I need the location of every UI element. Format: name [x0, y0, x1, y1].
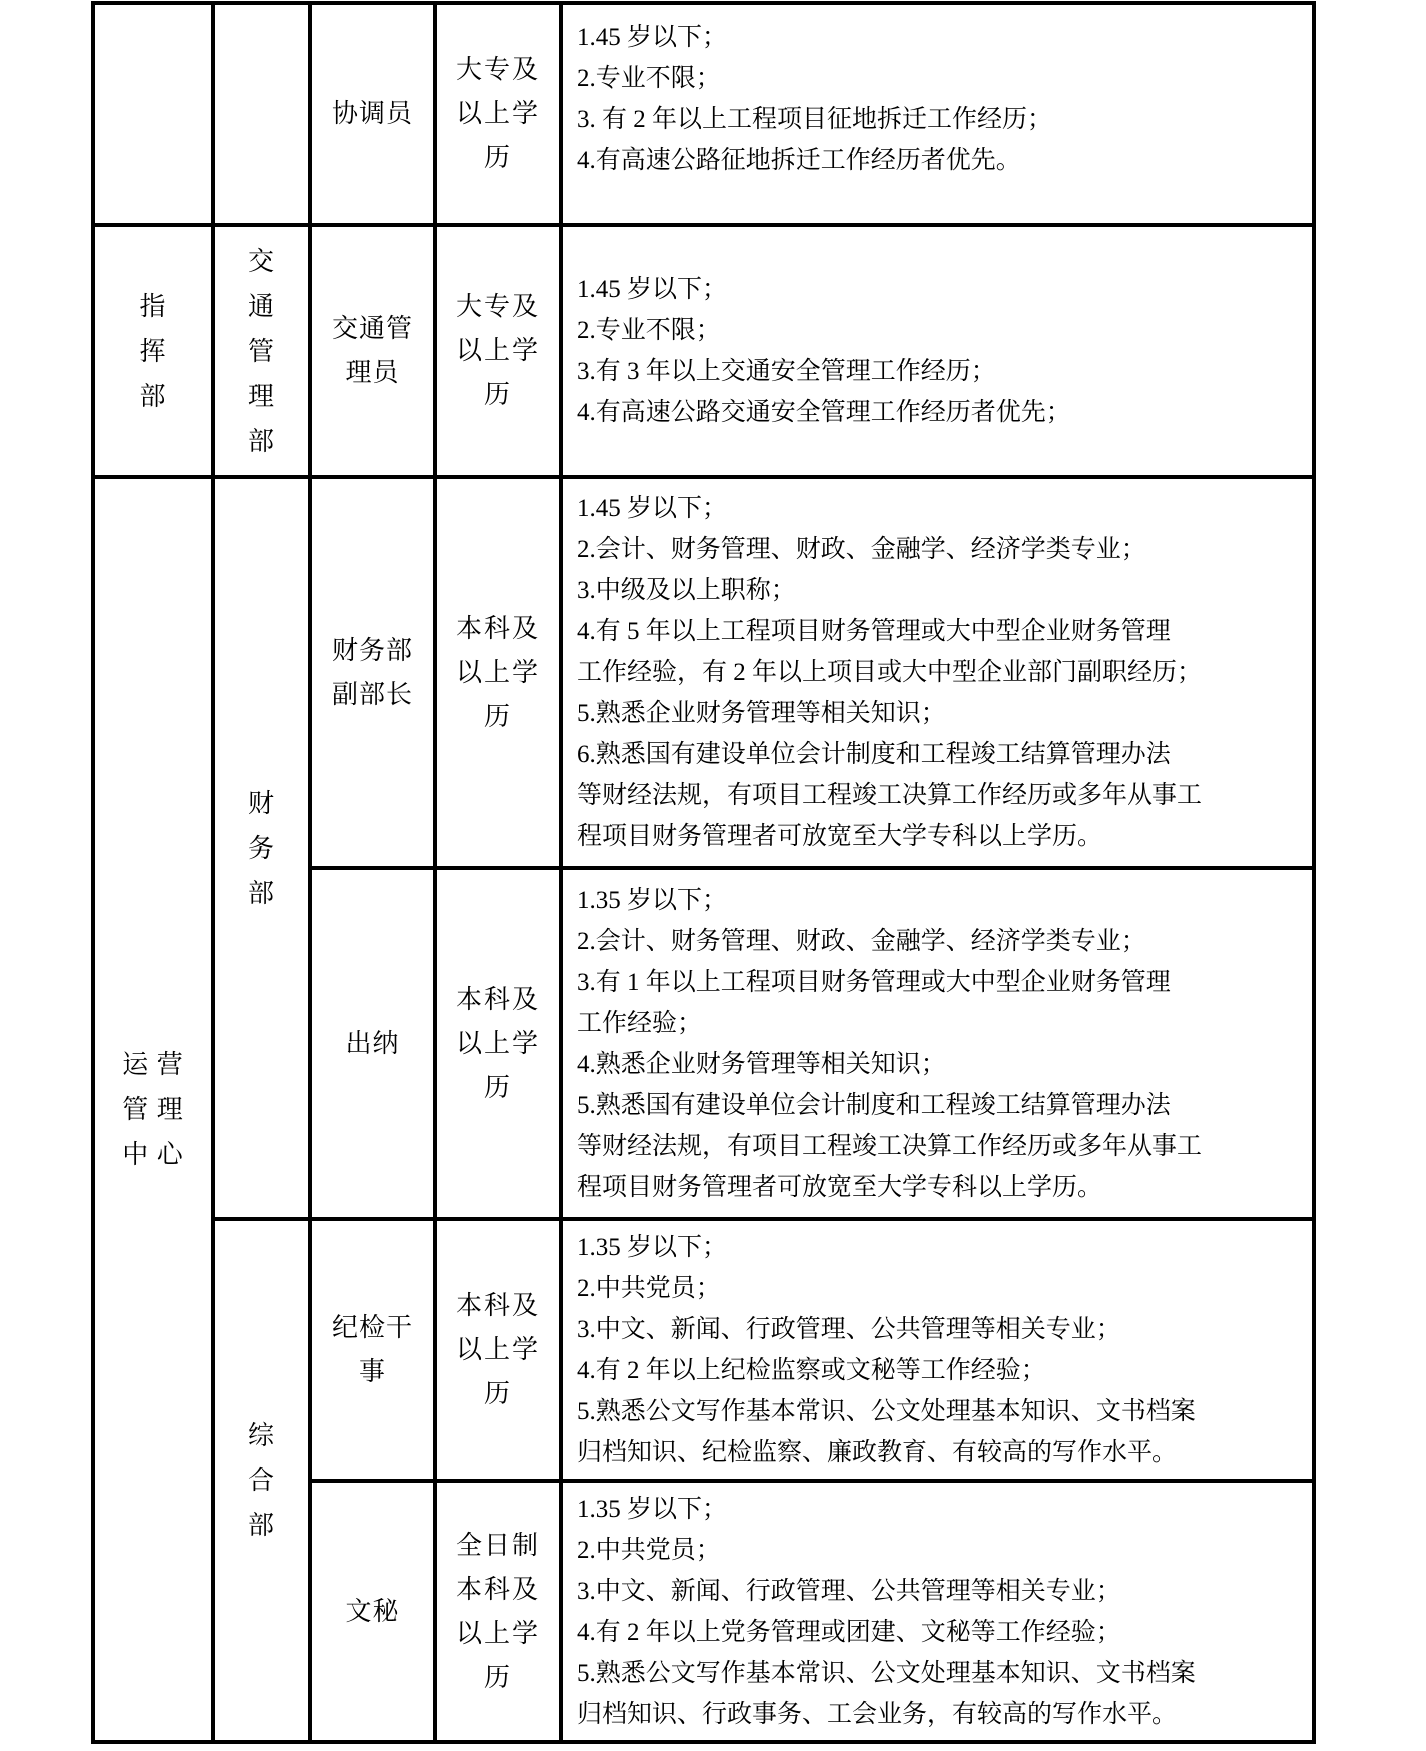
text-line: 归档知识、纪检监察、廉政教育、有较高的写作水平。: [577, 1439, 1178, 1466]
text-line: 归档知识、行政事务、工会业务，有较高的写作水平。: [577, 1700, 1178, 1728]
text-line: 运 营: [122, 1050, 184, 1079]
text-line: 本科及: [455, 1291, 540, 1320]
text-line: 财: [247, 788, 275, 818]
text-line: 部: [247, 1511, 275, 1540]
text-line: 历: [483, 701, 512, 731]
recruitment-table: [91, 1, 1316, 1744]
text-line: 5.熟悉国有建设单位会计制度和工程竣工结算管理办法: [577, 1091, 1171, 1119]
text-line: 5.熟悉公文写作基本常识、公文处理基本知识、文书档案: [577, 1659, 1196, 1687]
text-line: 挥: [139, 336, 167, 366]
cell-education-discipline-clerk: [435, 1219, 561, 1481]
text-line: 财务部: [331, 635, 413, 665]
cell-requirements-discipline-clerk: [561, 1219, 1314, 1481]
text-line: 3.中级及以上职称；: [577, 577, 796, 604]
text-line: 历: [483, 380, 512, 409]
text-line: 通: [247, 291, 275, 321]
text-line: 事: [358, 1357, 386, 1386]
cell-requirements-cashier: [561, 868, 1314, 1219]
text-line: 历: [483, 1379, 512, 1408]
text-line: 部: [139, 381, 167, 411]
text-line: 程项目财务管理者可放宽至大学专科以上学历。: [577, 1173, 1103, 1201]
text-line: 历: [483, 1072, 512, 1102]
text-line: 交: [247, 246, 275, 276]
text-line: 以上学: [455, 336, 540, 365]
text-line: 本科及: [455, 1574, 540, 1604]
table-row-coordinator: [93, 3, 1314, 225]
text-line: 部: [247, 426, 275, 456]
text-line: 3. 有 2 年以上工程项目征地拆迁工作经历；: [577, 106, 1053, 133]
text-line: 综: [247, 1421, 275, 1450]
cell-requirements-traffic-manager: [561, 225, 1314, 477]
text-line: 工作经验，有 2 年以上项目或大中型企业部门副职经历；: [577, 659, 1203, 686]
text-line: 1.45 岁以下；: [577, 276, 728, 303]
table-row-traffic-manager: [93, 225, 1314, 477]
text-line: 部: [247, 878, 275, 908]
text-line: 工作经验；: [577, 1009, 703, 1037]
cell-position-secretary: [310, 1481, 435, 1742]
text-line: 程项目财务管理者可放宽至大学专科以上学历。: [577, 823, 1103, 850]
text-line: 1.45 岁以下；: [577, 24, 728, 51]
text-line: 1.35 岁以下；: [577, 886, 728, 914]
text-line: 本科及: [455, 984, 540, 1014]
text-line: 纪检干: [331, 1313, 413, 1342]
cell-education-cashier: [435, 868, 561, 1219]
text-line: 2.专业不限；: [577, 65, 721, 92]
text-line: 5.熟悉公文写作基本常识、公文处理基本知识、文书档案: [577, 1398, 1196, 1425]
text-line: 2.中共党员；: [577, 1275, 721, 1302]
table-row-discipline-clerk: [93, 1219, 1314, 1481]
cell-position-coordinator: [310, 3, 435, 225]
cell-position-discipline-clerk: [310, 1219, 435, 1481]
text-line: 2.会计、财务管理、财政、金融学、经济学类专业；: [577, 927, 1146, 955]
text-line: 等财经法规，有项目工程竣工决算工作经历或多年从事工: [577, 782, 1203, 809]
text-line: 本科及: [455, 613, 540, 643]
cell-subdepartment-continued: [213, 3, 310, 225]
text-line: 2.会计、财务管理、财政、金融学、经济学类专业；: [577, 536, 1146, 563]
text-line: 4.有 2 年以上纪检监察或文秘等工作经验；: [577, 1357, 1046, 1384]
text-line: 5.熟悉企业财务管理等相关知识；: [577, 700, 946, 727]
text-line: 等财经法规，有项目工程竣工决算工作经历或多年从事工: [577, 1132, 1203, 1160]
text-line: 副部长: [331, 679, 413, 709]
cell-requirements-coordinator: [561, 3, 1314, 225]
text-line: 交通管: [331, 314, 413, 343]
cell-subdepartment-finance: [213, 477, 310, 1219]
text-line: 4.有高速公路征地拆迁工作经历者优先。: [577, 147, 1021, 174]
text-line: 出纳: [345, 1028, 400, 1058]
text-line: 4.有 2 年以上党务管理或团建、文秘等工作经验；: [577, 1618, 1121, 1646]
table-row-finance-deputy: [93, 477, 1314, 868]
cell-subdepartment-general: [213, 1219, 310, 1742]
text-line: 中 心: [122, 1140, 184, 1169]
text-line: 以上学: [455, 99, 540, 128]
text-line: 以上学: [455, 1618, 540, 1648]
text-line: 管: [247, 336, 275, 366]
text-line: 1.45 岁以下；: [577, 495, 728, 522]
text-line: 理员: [345, 358, 400, 387]
cell-education-secretary: [435, 1481, 561, 1742]
text-line: 4.有 5 年以上工程项目财务管理或大中型企业财务管理: [577, 618, 1171, 645]
text-line: 务: [247, 833, 275, 863]
text-line: 文秘: [345, 1596, 400, 1626]
cell-subdepartment-traffic: [213, 225, 310, 477]
cell-position-traffic-manager: [310, 225, 435, 477]
text-line: 历: [483, 1662, 512, 1692]
cell-education-coordinator: [435, 3, 561, 225]
text-line: 理: [247, 381, 275, 411]
cell-requirements-secretary: [561, 1481, 1314, 1742]
cell-education-traffic-manager: [435, 225, 561, 477]
cell-education-finance-deputy: [435, 477, 561, 868]
text-line: 3.中文、新闻、行政管理、公共管理等相关专业；: [577, 1577, 1121, 1605]
text-line: 3.有 1 年以上工程项目财务管理或大中型企业财务管理: [577, 968, 1171, 996]
cell-position-cashier: [310, 868, 435, 1219]
text-line: 大专及: [455, 292, 540, 321]
cell-department-operations: [93, 477, 213, 1742]
text-line: 指: [139, 291, 167, 321]
text-line: 大专及: [455, 55, 540, 84]
text-line: 2.专业不限；: [577, 317, 721, 344]
text-line: 以上学: [455, 1335, 540, 1364]
cell-position-finance-deputy: [310, 477, 435, 868]
text-line: 以上学: [455, 1028, 540, 1058]
text-line: 历: [483, 143, 512, 172]
text-line: 管 理: [122, 1095, 184, 1124]
text-line: 1.35 岁以下；: [577, 1234, 728, 1261]
text-line: 4.有高速公路交通安全管理工作经历者优先；: [577, 399, 1071, 426]
text-line: 3.有 3 年以上交通安全管理工作经历；: [577, 358, 996, 385]
text-line: 全日制: [455, 1530, 540, 1560]
cell-requirements-finance-deputy: [561, 477, 1314, 868]
text-line: 6.熟悉国有建设单位会计制度和工程竣工结算管理办法: [577, 741, 1171, 768]
cell-department-command: [93, 225, 213, 477]
cell-department-continued: [93, 3, 213, 225]
text-line: 3.中文、新闻、行政管理、公共管理等相关专业；: [577, 1316, 1121, 1343]
text-line: 合: [247, 1466, 275, 1495]
text-line: 以上学: [455, 657, 540, 687]
text-line: 1.35 岁以下；: [577, 1495, 728, 1523]
text-line: 2.中共党员；: [577, 1536, 721, 1564]
text-line: 协调员: [331, 99, 413, 128]
text-line: 4.熟悉企业财务管理等相关知识；: [577, 1050, 946, 1078]
